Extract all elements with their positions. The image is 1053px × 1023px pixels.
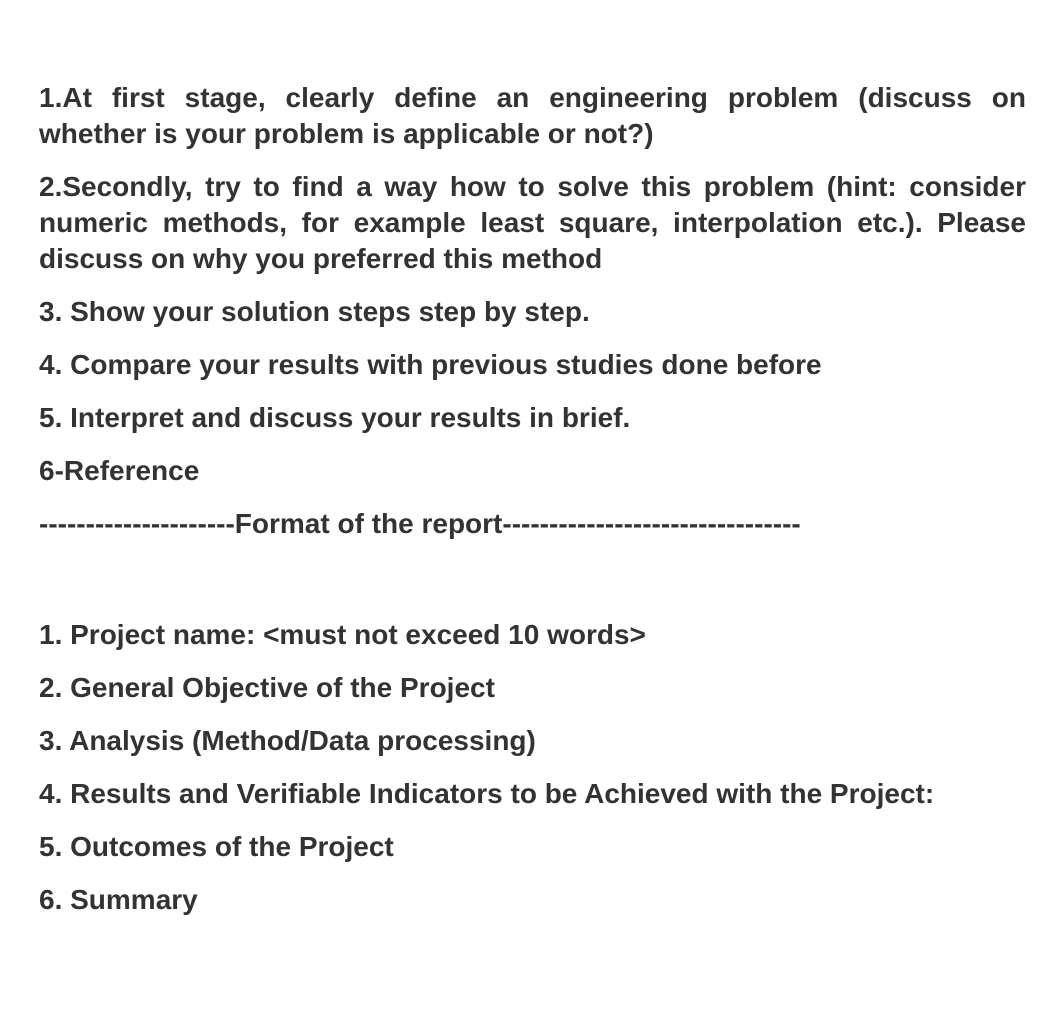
document-body	[39, 80, 1026, 935]
report-format-divider: ---------------------Format of the report--------------------------------	[39, 508, 801, 539]
report-format-item-6: 6. Summary	[39, 884, 198, 915]
instruction-item-2: 2.Secondly, try to find a way how to solve this problem (hint: consider numeric methods, for example least square, interpolation etc.). Please discuss on why you preferred this method	[39, 171, 1026, 274]
report-format-item-3: 3. Analysis (Method/Data processing)	[39, 725, 536, 756]
report-format-item-5: 5. Outcomes of the Project	[39, 831, 394, 862]
instruction-item-5: 5. Interpret and discuss your results in brief.	[39, 402, 631, 433]
report-format-item-1: 1. Project name: <must not exceed 10 words>	[39, 619, 646, 650]
instruction-item-6: 6-Reference	[39, 455, 200, 486]
report-format-item-4: 4. Results and Verifiable Indicators to be Achieved with the Project:	[39, 778, 935, 809]
report-format-item-2: 2. General Objective of the Project	[39, 672, 495, 703]
instruction-item-4: 4. Compare your results with previous studies done before	[39, 349, 822, 380]
instruction-item-3: 3. Show your solution steps step by step.	[39, 296, 590, 327]
instruction-item-1: 1.At first stage, clearly define an engineering problem (discuss on whether is your problem is applicable or not?)	[39, 82, 1026, 149]
